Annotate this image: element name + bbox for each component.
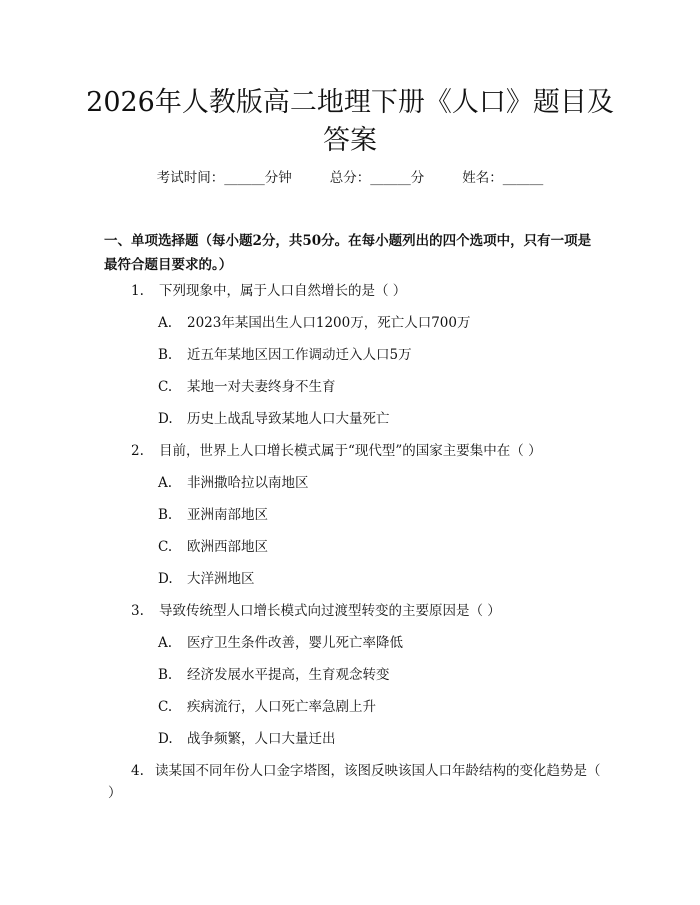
option-text: 欧洲西部地区 xyxy=(187,539,268,555)
option-text: 疾病流行，人口死亡率急剧上升 xyxy=(187,699,376,715)
option-text: 某地一对夫妻终身不生育 xyxy=(187,379,336,395)
student-name-field: 姓名：______ xyxy=(462,170,544,186)
page-title xyxy=(70,84,630,160)
option-letter: D. xyxy=(158,411,173,427)
question-2-option-b xyxy=(158,505,598,525)
question-text: 导致传统型人口增长模式向过渡型转变的主要原因是（ ） xyxy=(159,603,501,619)
option-letter: D. xyxy=(158,571,173,587)
title-line-1: 2026年人教版高二地理下册《人口》题目及 xyxy=(86,87,614,118)
option-letter: D. xyxy=(158,731,173,747)
option-letter: C. xyxy=(158,379,173,395)
option-letter: A. xyxy=(158,315,173,331)
question-2 xyxy=(131,441,606,461)
question-4 xyxy=(108,760,608,804)
question-1 xyxy=(131,281,606,301)
question-number: 2. xyxy=(131,443,144,459)
option-text: 2023年某国出生人口1200万，死亡人口700万 xyxy=(187,315,471,331)
question-2-option-c xyxy=(158,537,598,557)
section-heading: 一、单项选择题（每小题2分，共50分。在每小题列出的四个选项中，只有一项是最符合题目要求的。） xyxy=(104,233,592,273)
option-letter: B. xyxy=(158,507,173,523)
question-3-option-c xyxy=(158,697,598,717)
option-text: 医疗卫生条件改善，婴儿死亡率降低 xyxy=(187,635,403,651)
option-text: 非洲撒哈拉以南地区 xyxy=(187,475,309,491)
question-3 xyxy=(131,601,606,621)
option-letter: B. xyxy=(158,667,173,683)
question-2-option-a xyxy=(158,473,598,493)
question-text: 下列现象中，属于人口自然增长的是（ ） xyxy=(159,283,407,299)
question-number: 1. xyxy=(131,283,144,299)
question-text: 读某国不同年份人口金字塔图，该图反映该国人口年龄结构的变化趋势是（ ） xyxy=(108,763,601,801)
option-letter: B. xyxy=(158,347,173,363)
option-text: 亚洲南部地区 xyxy=(187,507,268,523)
question-3-option-d xyxy=(158,729,598,749)
option-letter: A. xyxy=(158,635,173,651)
total-score-field: 总分：______分 xyxy=(329,170,425,186)
option-text: 大洋洲地区 xyxy=(187,571,255,587)
option-text: 历史上战乱导致某地人口大量死亡 xyxy=(187,411,390,427)
question-3-option-b xyxy=(158,665,598,685)
question-1-option-d xyxy=(158,409,598,429)
question-3-option-a xyxy=(158,633,598,653)
exam-meta xyxy=(0,168,700,188)
question-1-option-b xyxy=(158,345,598,365)
question-1-option-a xyxy=(158,313,598,333)
option-letter: A. xyxy=(158,475,173,491)
question-1-option-c xyxy=(158,377,598,397)
option-letter: C. xyxy=(158,539,173,555)
exam-time-field: 考试时间：______分钟 xyxy=(156,170,292,186)
question-number: 4. xyxy=(131,763,144,779)
question-2-option-d xyxy=(158,569,598,589)
title-line-2: 答案 xyxy=(323,125,377,156)
option-letter: C. xyxy=(158,699,173,715)
question-text: 目前，世界上人口增长模式属于“现代型”的国家主要集中在（ ） xyxy=(159,443,542,459)
option-text: 战争频繁，人口大量迁出 xyxy=(187,731,336,747)
question-number: 3. xyxy=(131,603,144,619)
option-text: 近五年某地区因工作调动迁入人口5万 xyxy=(187,347,412,363)
option-text: 经济发展水平提高，生育观念转变 xyxy=(187,667,390,683)
